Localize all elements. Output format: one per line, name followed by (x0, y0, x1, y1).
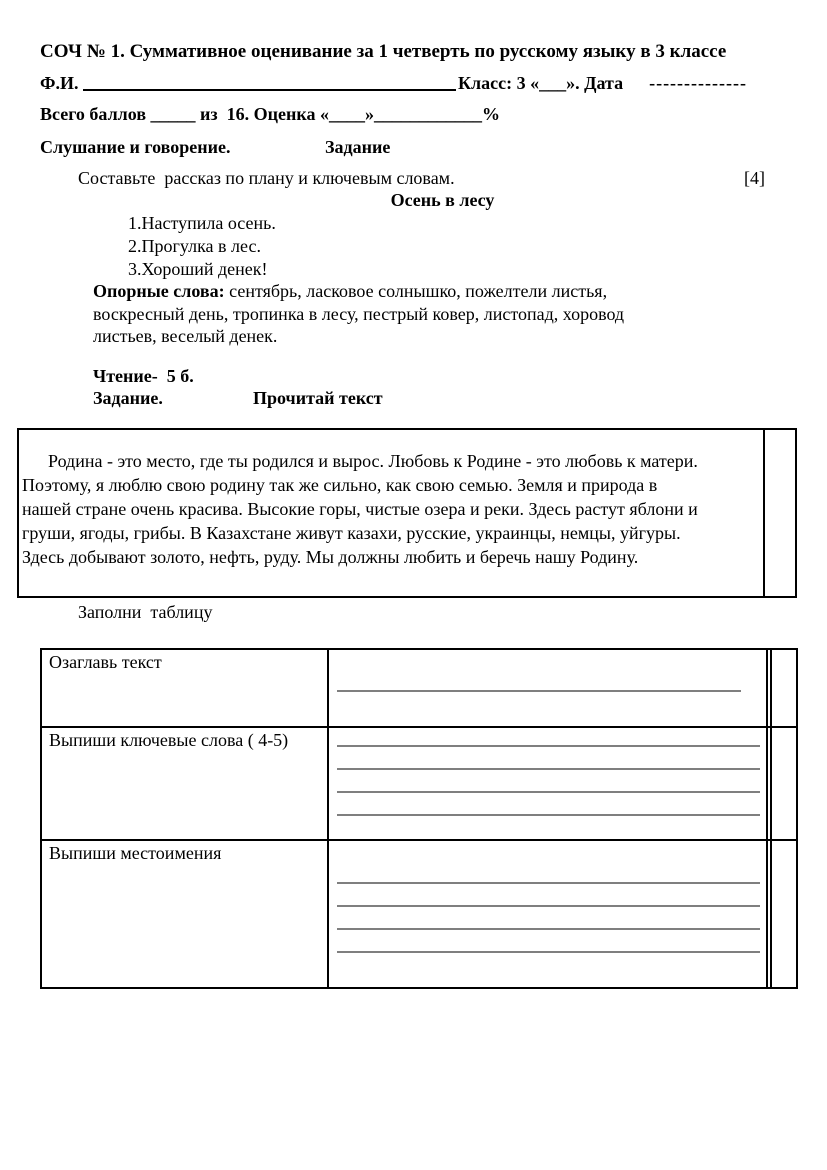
answer-blank-line[interactable] (337, 951, 760, 953)
passage-line: Родина - это место, где ты родился и вырос. Любовь к Родине - это любовь к матери. (48, 451, 698, 471)
date-dashes: -------------- (649, 73, 747, 93)
row-margin-cell (766, 728, 796, 839)
points-badge: [4] (744, 168, 765, 188)
doc-title: СОЧ № 1. Суммативное оценивание за 1 четверть по русскому языку в 3 классе (40, 41, 727, 62)
answer-blank-line[interactable] (337, 905, 760, 907)
plan-item: 1.Наступила осень. (128, 213, 276, 233)
plan-item: 2.Прогулка в лес. (128, 236, 261, 256)
answer-blank-line[interactable] (337, 745, 760, 747)
passage-line: Здесь добывают золото, нефть, руду. Мы должны любить и беречь нашу Родину. (22, 547, 639, 567)
score-line: Всего баллов _____ из 16. Оценка «____»____________% (40, 104, 500, 124)
plan-item: 3.Хороший денек! (128, 259, 268, 279)
answer-blank-line[interactable] (337, 690, 741, 692)
answer-blank-line[interactable] (337, 768, 760, 770)
listening-section-heading (40, 137, 747, 158)
row-answer-cell (329, 650, 766, 726)
answer-blank-line[interactable] (337, 928, 760, 930)
listening-instruction: Составьте рассказ по плану и ключевым словам. (78, 168, 455, 188)
passage-line: нашей стране очень красива. Высокие горы, чистые озера и реки. Здесь растут яблони и (22, 499, 698, 519)
fio-label: Ф.И. (40, 73, 79, 93)
answer-blank-line[interactable] (337, 791, 760, 793)
answer-table (40, 648, 798, 989)
table-row (42, 728, 796, 841)
row-label-cell: Озаглавь текст (42, 650, 329, 726)
row-answer-cell (329, 841, 766, 987)
passage-line: груши, ягоды, грибы. В Казахстане живут казахи, русские, украинцы, немцы, уйгуры. (22, 523, 681, 543)
keywords-text: воскресный день, тропинка в лесу, пестрый ковер, листопад, хоровод (93, 303, 625, 324)
answer-blank-line[interactable] (337, 882, 760, 884)
reading-task-text: Прочитай текст (253, 388, 383, 408)
story-title: Осень в лесу (390, 190, 495, 210)
row-label-cell: Выпиши ключевые слова ( 4-5) (42, 728, 329, 839)
row-answer-cell (329, 728, 766, 839)
story-plan-list (128, 212, 276, 281)
reading-passage-box (17, 428, 797, 598)
class-date-label: Класс: 3 «___». Дата (457, 73, 624, 93)
reading-task-line (93, 388, 593, 409)
keywords-first-line (93, 280, 713, 303)
row-margin-cell (766, 650, 796, 726)
answer-blank-line[interactable] (337, 814, 760, 816)
table-row (42, 841, 796, 987)
task-word: Задание (325, 137, 391, 157)
fill-table-label: Заполни таблицу (78, 602, 213, 622)
keywords-text: листьев, веселый денек. (93, 326, 278, 346)
row-margin-cell (766, 841, 796, 987)
reading-box-margin-column (763, 430, 795, 596)
table-row (42, 650, 796, 728)
reading-section-heading: Чтение- 5 б. (93, 366, 194, 386)
passage-line: Поэтому, я люблю свою родину так же сильно, как свою семью. Земля и природа в (22, 475, 658, 495)
reading-task-label: Задание. (93, 388, 163, 408)
listening-heading-label: Слушание и говорение. (40, 137, 231, 157)
listening-task-line (78, 168, 765, 189)
name-class-date-line (40, 72, 747, 94)
reading-passage (19, 430, 763, 596)
key-words-paragraph (93, 280, 713, 348)
fio-blank-line[interactable] (83, 89, 456, 91)
keywords-label: Опорные слова: (93, 281, 225, 301)
keywords-text: сентябрь, ласковое солнышко, пожелтели листья, (224, 281, 608, 301)
row-label-cell: Выпиши местоимения (42, 841, 329, 987)
